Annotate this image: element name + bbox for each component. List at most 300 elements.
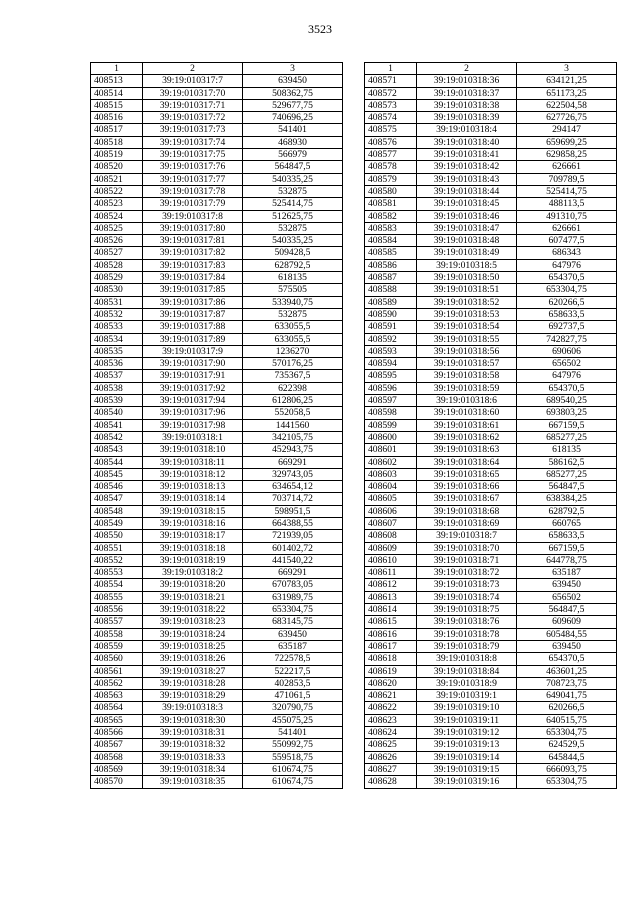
row-number-cell: 408559: [91, 640, 143, 652]
row-number-cell: 408543: [91, 444, 143, 456]
row-number-cell: 408592: [365, 333, 417, 345]
row-number-cell: 408542: [91, 431, 143, 443]
row-number-cell: 408625: [365, 739, 417, 751]
row-number-cell: 408533: [91, 321, 143, 333]
cadastral-number-cell: 39:19:010318:11: [143, 456, 243, 468]
cadastral-number-cell: 39:19:010318:79: [417, 640, 517, 652]
value-cell: 532875: [243, 222, 343, 234]
cadastral-number-cell: 39:19:010319:13: [417, 739, 517, 751]
cadastral-number-cell: 39:19:010318:23: [143, 616, 243, 628]
cadastral-number-cell: 39:19:010318:30: [143, 714, 243, 726]
value-cell: 610674,75: [243, 763, 343, 775]
cadastral-number-cell: 39:19:010318:5: [417, 259, 517, 271]
row-number-cell: 408576: [365, 136, 417, 148]
row-number-cell: 408549: [91, 517, 143, 529]
value-cell: 658633,5: [517, 308, 617, 320]
value-cell: 639450: [243, 75, 343, 87]
column-header-2: 2: [143, 63, 243, 75]
table-row: [91, 419, 343, 431]
row-number-cell: 408613: [365, 591, 417, 603]
row-number-cell: 408521: [91, 173, 143, 185]
cadastral-number-cell: 39:19:010317:96: [143, 407, 243, 419]
cadastral-number-cell: 39:19:010318:16: [143, 517, 243, 529]
row-number-cell: 408558: [91, 628, 143, 640]
row-number-cell: 408628: [365, 776, 417, 788]
row-number-cell: 408621: [365, 690, 417, 702]
cadastral-number-cell: 39:19:010318:33: [143, 751, 243, 763]
cadastral-number-cell: 39:19:010317:98: [143, 419, 243, 431]
cadastral-number-cell: 39:19:010319:14: [417, 751, 517, 763]
cadastral-number-cell: 39:19:010317:74: [143, 136, 243, 148]
table-row: [365, 272, 617, 284]
row-number-cell: 408575: [365, 124, 417, 136]
value-cell: 660765: [517, 517, 617, 529]
cadastral-number-cell: 39:19:010318:39: [417, 112, 517, 124]
table-row: [91, 345, 343, 357]
value-cell: 329743,05: [243, 468, 343, 480]
cadastral-number-cell: 39:19:010317:70: [143, 87, 243, 99]
cadastral-number-cell: 39:19:010317:9: [143, 345, 243, 357]
row-number-cell: 408525: [91, 222, 143, 234]
cadastral-number-cell: 39:19:010318:25: [143, 640, 243, 652]
value-cell: 622398: [243, 382, 343, 394]
value-cell: 690606: [517, 345, 617, 357]
value-cell: 541401: [243, 124, 343, 136]
table-row: [365, 505, 617, 517]
table-row: [91, 677, 343, 689]
value-cell: 522217,5: [243, 665, 343, 677]
table-row: [365, 75, 617, 87]
table-row: [365, 259, 617, 271]
row-number-cell: 408610: [365, 554, 417, 566]
row-number-cell: 408603: [365, 468, 417, 480]
row-number-cell: 408555: [91, 591, 143, 603]
table-row: [91, 702, 343, 714]
value-cell: 622504,58: [517, 99, 617, 111]
value-cell: 629858,25: [517, 149, 617, 161]
value-cell: 532875: [243, 308, 343, 320]
table-row: [91, 640, 343, 652]
value-cell: 1441560: [243, 419, 343, 431]
table-row: [91, 653, 343, 665]
table-row: [91, 124, 343, 136]
cadastral-number-cell: 39:19:010318:49: [417, 247, 517, 259]
cadastral-number-cell: 39:19:010318:8: [417, 653, 517, 665]
table-row: [365, 198, 617, 210]
cadastral-number-cell: 39:19:010318:62: [417, 431, 517, 443]
cadastral-number-cell: 39:19:010319:1: [417, 690, 517, 702]
cadastral-number-cell: 39:19:010318:1: [143, 431, 243, 443]
cadastral-number-cell: 39:19:010318:26: [143, 653, 243, 665]
row-number-cell: 408568: [91, 751, 143, 763]
cadastral-number-cell: 39:19:010318:4: [417, 124, 517, 136]
cadastral-number-cell: 39:19:010318:69: [417, 517, 517, 529]
table-row: [365, 542, 617, 554]
value-cell: 452943,75: [243, 444, 343, 456]
row-number-cell: 408590: [365, 308, 417, 320]
row-number-cell: 408526: [91, 235, 143, 247]
cadastral-number-cell: 39:19:010318:17: [143, 530, 243, 542]
cadastral-number-cell: 39:19:010318:37: [417, 87, 517, 99]
row-number-cell: 408528: [91, 259, 143, 271]
table-row: [365, 567, 617, 579]
table-header-row: [365, 63, 617, 75]
value-cell: 620266,5: [517, 296, 617, 308]
table-row: [91, 776, 343, 788]
value-cell: 654370,5: [517, 382, 617, 394]
value-cell: 631989,75: [243, 591, 343, 603]
table-row: [365, 395, 617, 407]
cadastral-number-cell: 39:19:010317:90: [143, 358, 243, 370]
row-number-cell: 408614: [365, 604, 417, 616]
table-row: [91, 272, 343, 284]
cadastral-number-cell: 39:19:010318:45: [417, 198, 517, 210]
table-row: [91, 468, 343, 480]
table-row: [365, 210, 617, 222]
table-row: [365, 358, 617, 370]
row-number-cell: 408604: [365, 481, 417, 493]
value-cell: 644778,75: [517, 554, 617, 566]
row-number-cell: 408557: [91, 616, 143, 628]
cadastral-number-cell: 39:19:010318:67: [417, 493, 517, 505]
value-cell: 651173,25: [517, 87, 617, 99]
value-cell: 533940,75: [243, 296, 343, 308]
row-number-cell: 408588: [365, 284, 417, 296]
row-number-cell: 408618: [365, 653, 417, 665]
cadastral-number-cell: 39:19:010318:70: [417, 542, 517, 554]
row-number-cell: 408535: [91, 345, 143, 357]
table-row: [91, 259, 343, 271]
row-number-cell: 408530: [91, 284, 143, 296]
table-row: [91, 382, 343, 394]
value-cell: 463601,25: [517, 665, 617, 677]
cadastral-number-cell: 39:19:010318:28: [143, 677, 243, 689]
row-number-cell: 408607: [365, 517, 417, 529]
table-row: [91, 321, 343, 333]
table-row: [91, 284, 343, 296]
value-cell: 689540,25: [517, 395, 617, 407]
cadastral-number-cell: 39:19:010318:61: [417, 419, 517, 431]
value-cell: 639450: [517, 579, 617, 591]
value-cell: 541401: [243, 727, 343, 739]
table-row: [365, 677, 617, 689]
table-row: [91, 75, 343, 87]
row-number-cell: 408565: [91, 714, 143, 726]
table-row: [91, 554, 343, 566]
cadastral-number-cell: 39:19:010318:65: [417, 468, 517, 480]
row-number-cell: 408534: [91, 333, 143, 345]
cadastral-table-left: [90, 62, 343, 789]
table-row: [91, 431, 343, 443]
cadastral-number-cell: 39:19:010318:56: [417, 345, 517, 357]
row-number-cell: 408518: [91, 136, 143, 148]
value-cell: 294147: [517, 124, 617, 136]
row-number-cell: 408516: [91, 112, 143, 124]
table-row: [365, 419, 617, 431]
table-row: [91, 149, 343, 161]
table-row: [365, 308, 617, 320]
value-cell: 638384,25: [517, 493, 617, 505]
cadastral-number-cell: 39:19:010318:72: [417, 567, 517, 579]
row-number-cell: 408616: [365, 628, 417, 640]
value-cell: 605484,55: [517, 628, 617, 640]
table-row: [91, 247, 343, 259]
table-row: [365, 161, 617, 173]
table-row: [365, 124, 617, 136]
row-number-cell: 408553: [91, 567, 143, 579]
cadastral-number-cell: 39:19:010317:94: [143, 395, 243, 407]
cadastral-number-cell: 39:19:010318:68: [417, 505, 517, 517]
table-row: [91, 727, 343, 739]
value-cell: 693803,25: [517, 407, 617, 419]
cadastral-number-cell: 39:19:010318:50: [417, 272, 517, 284]
value-cell: 512625,75: [243, 210, 343, 222]
table-row: [365, 616, 617, 628]
value-cell: 570176,25: [243, 358, 343, 370]
value-cell: 635187: [517, 567, 617, 579]
cadastral-number-cell: 39:19:010317:79: [143, 198, 243, 210]
table-row: [365, 628, 617, 640]
cadastral-number-cell: 39:19:010319:16: [417, 776, 517, 788]
value-cell: 609609: [517, 616, 617, 628]
row-number-cell: 408517: [91, 124, 143, 136]
cadastral-number-cell: 39:19:010318:48: [417, 235, 517, 247]
row-number-cell: 408571: [365, 75, 417, 87]
value-cell: 654370,5: [517, 272, 617, 284]
row-number-cell: 408598: [365, 407, 417, 419]
row-number-cell: 408579: [365, 173, 417, 185]
value-cell: 626661: [517, 161, 617, 173]
cadastral-number-cell: 39:19:010318:36: [417, 75, 517, 87]
value-cell: 640515,75: [517, 714, 617, 726]
row-number-cell: 408551: [91, 542, 143, 554]
table-row: [365, 776, 617, 788]
cadastral-number-cell: 39:19:010318:29: [143, 690, 243, 702]
value-cell: 540335,25: [243, 235, 343, 247]
row-number-cell: 408513: [91, 75, 143, 87]
value-cell: 635187: [243, 640, 343, 652]
value-cell: 653304,75: [517, 776, 617, 788]
row-number-cell: 408550: [91, 530, 143, 542]
row-number-cell: 408563: [91, 690, 143, 702]
value-cell: 607477,5: [517, 235, 617, 247]
value-cell: 722578,5: [243, 653, 343, 665]
value-cell: 509428,5: [243, 247, 343, 259]
value-cell: 628792,5: [517, 505, 617, 517]
table-row: [91, 112, 343, 124]
row-number-cell: 408583: [365, 222, 417, 234]
row-number-cell: 408587: [365, 272, 417, 284]
value-cell: 647976: [517, 259, 617, 271]
value-cell: 649041,75: [517, 690, 617, 702]
value-cell: 633055,5: [243, 333, 343, 345]
value-cell: 645844,5: [517, 751, 617, 763]
value-cell: 742827,75: [517, 333, 617, 345]
value-cell: 540335,25: [243, 173, 343, 185]
cadastral-number-cell: 39:19:010318:2: [143, 567, 243, 579]
row-number-cell: 408609: [365, 542, 417, 554]
row-number-cell: 408564: [91, 702, 143, 714]
value-cell: 647976: [517, 370, 617, 382]
cadastral-number-cell: 39:19:010318:27: [143, 665, 243, 677]
value-cell: 564847,5: [517, 604, 617, 616]
value-cell: 575505: [243, 284, 343, 296]
table-row: [365, 604, 617, 616]
row-number-cell: 408536: [91, 358, 143, 370]
table-row: [91, 136, 343, 148]
table-row: [365, 702, 617, 714]
table-row: [91, 456, 343, 468]
value-cell: 639450: [517, 640, 617, 652]
value-cell: 455075,25: [243, 714, 343, 726]
table-row: [91, 493, 343, 505]
table-row: [365, 530, 617, 542]
column-header-1: 1: [365, 63, 417, 75]
table-row: [91, 714, 343, 726]
row-number-cell: 408561: [91, 665, 143, 677]
cadastral-number-cell: 39:19:010318:58: [417, 370, 517, 382]
cadastral-number-cell: 39:19:010318:46: [417, 210, 517, 222]
cadastral-number-cell: 39:19:010318:47: [417, 222, 517, 234]
row-number-cell: 408612: [365, 579, 417, 591]
value-cell: 740696,25: [243, 112, 343, 124]
row-number-cell: 408615: [365, 616, 417, 628]
table-row: [91, 542, 343, 554]
table-row: [365, 284, 617, 296]
cadastral-number-cell: 39:19:010318:66: [417, 481, 517, 493]
cadastral-number-cell: 39:19:010318:15: [143, 505, 243, 517]
value-cell: 735367,5: [243, 370, 343, 382]
value-cell: 624529,5: [517, 739, 617, 751]
row-number-cell: 408514: [91, 87, 143, 99]
row-number-cell: 408537: [91, 370, 143, 382]
cadastral-number-cell: 39:19:010317:80: [143, 222, 243, 234]
table-row: [91, 210, 343, 222]
table-row: [365, 87, 617, 99]
table-row: [365, 456, 617, 468]
cadastral-number-cell: 39:19:010318:54: [417, 321, 517, 333]
cadastral-number-cell: 39:19:010318:74: [417, 591, 517, 603]
cadastral-number-cell: 39:19:010317:88: [143, 321, 243, 333]
cadastral-number-cell: 39:19:010317:73: [143, 124, 243, 136]
value-cell: 618135: [243, 272, 343, 284]
row-number-cell: 408624: [365, 727, 417, 739]
row-number-cell: 408554: [91, 579, 143, 591]
row-number-cell: 408515: [91, 99, 143, 111]
cadastral-number-cell: 39:19:010318:60: [417, 407, 517, 419]
cadastral-number-cell: 39:19:010319:10: [417, 702, 517, 714]
row-number-cell: 408577: [365, 149, 417, 161]
value-cell: 653304,75: [517, 727, 617, 739]
row-number-cell: 408522: [91, 185, 143, 197]
row-number-cell: 408519: [91, 149, 143, 161]
value-cell: 598951,5: [243, 505, 343, 517]
cadastral-number-cell: 39:19:010318:34: [143, 763, 243, 775]
row-number-cell: 408627: [365, 763, 417, 775]
table-row: [365, 579, 617, 591]
cadastral-number-cell: 39:19:010318:76: [417, 616, 517, 628]
value-cell: 618135: [517, 444, 617, 456]
table-row: [91, 358, 343, 370]
value-cell: 471061,5: [243, 690, 343, 702]
table-row: [91, 198, 343, 210]
value-cell: 685277,25: [517, 431, 617, 443]
row-number-cell: 408548: [91, 505, 143, 517]
table-row: [91, 395, 343, 407]
table-row: [91, 185, 343, 197]
table-row: [365, 99, 617, 111]
table-row: [365, 407, 617, 419]
table-row: [365, 431, 617, 443]
table-row: [365, 173, 617, 185]
value-cell: 659699,25: [517, 136, 617, 148]
value-cell: 552058,5: [243, 407, 343, 419]
value-cell: 559518,75: [243, 751, 343, 763]
cadastral-number-cell: 39:19:010318:10: [143, 444, 243, 456]
cadastral-number-cell: 39:19:010317:82: [143, 247, 243, 259]
value-cell: 525414,75: [243, 198, 343, 210]
table-row: [365, 185, 617, 197]
row-number-cell: 408622: [365, 702, 417, 714]
value-cell: 656502: [517, 591, 617, 603]
table-row: [365, 665, 617, 677]
row-number-cell: 408582: [365, 210, 417, 222]
table-row: [91, 690, 343, 702]
page-number: 3523: [308, 22, 332, 36]
cadastral-number-cell: 39:19:010318:52: [417, 296, 517, 308]
row-number-cell: 408605: [365, 493, 417, 505]
row-number-cell: 408547: [91, 493, 143, 505]
table-row: [365, 345, 617, 357]
row-number-cell: 408541: [91, 419, 143, 431]
value-cell: 508362,75: [243, 87, 343, 99]
value-cell: 491310,75: [517, 210, 617, 222]
table-row: [365, 751, 617, 763]
row-number-cell: 408608: [365, 530, 417, 542]
cadastral-number-cell: 39:19:010318:3: [143, 702, 243, 714]
row-number-cell: 408594: [365, 358, 417, 370]
table-row: [365, 247, 617, 259]
row-number-cell: 408569: [91, 763, 143, 775]
cadastral-number-cell: 39:19:010318:57: [417, 358, 517, 370]
row-number-cell: 408532: [91, 308, 143, 320]
row-number-cell: 408573: [365, 99, 417, 111]
value-cell: 601402,72: [243, 542, 343, 554]
table-row: [91, 616, 343, 628]
row-number-cell: 408538: [91, 382, 143, 394]
cadastral-number-cell: 39:19:010318:19: [143, 554, 243, 566]
table-row: [91, 333, 343, 345]
row-number-cell: 408567: [91, 739, 143, 751]
row-number-cell: 408593: [365, 345, 417, 357]
table-row: [365, 493, 617, 505]
cadastral-number-cell: 39:19:010317:84: [143, 272, 243, 284]
table-row: [365, 112, 617, 124]
row-number-cell: 408599: [365, 419, 417, 431]
table-row: [365, 468, 617, 480]
column-header-1: 1: [91, 63, 143, 75]
value-cell: 612806,25: [243, 395, 343, 407]
table-row: [365, 591, 617, 603]
cadastral-number-cell: 39:19:010318:9: [417, 677, 517, 689]
table-row: [365, 517, 617, 529]
cadastral-number-cell: 39:19:010318:59: [417, 382, 517, 394]
column-header-2: 2: [417, 63, 517, 75]
value-cell: 342105,75: [243, 431, 343, 443]
cadastral-number-cell: 39:19:010318:78: [417, 628, 517, 640]
table-row: [365, 370, 617, 382]
cadastral-number-cell: 39:19:010318:32: [143, 739, 243, 751]
